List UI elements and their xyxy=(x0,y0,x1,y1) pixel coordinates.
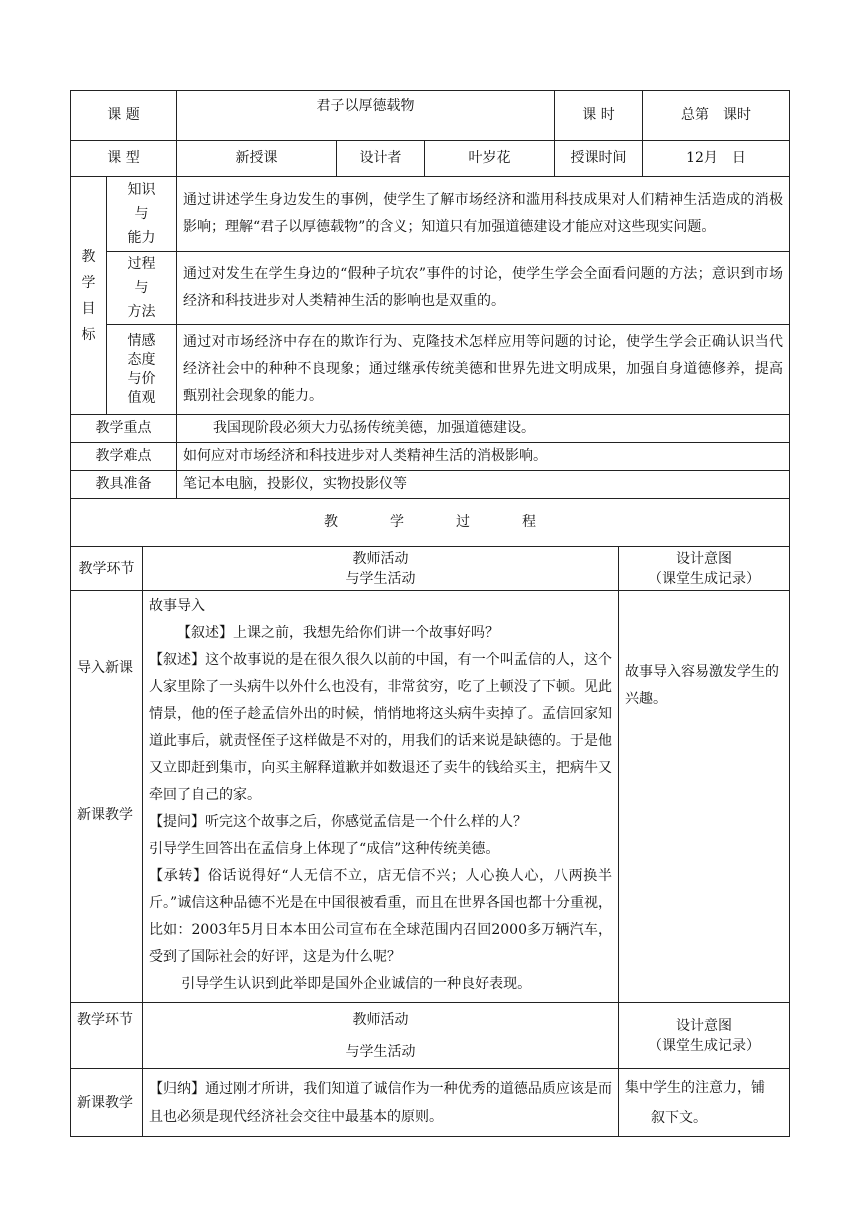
col-intent-header: 设计意图 （课堂生成记录） xyxy=(619,547,790,591)
difficulty-text: 如何应对市场经济和科技进步对人类精神生活的消极影响。 xyxy=(177,443,790,471)
objective-text-knowledge: 通过讲述学生身边发生的事例，使学生了解市场经济和滥用科技成果对人们精神生活造成的消极影响；理解“君子以厚德载物”的含义；知道只有加强道德建设才能应对这些现实问题。 xyxy=(177,177,790,252)
intent-header-repeat: 设计意图 （课堂生成记录） xyxy=(619,1003,790,1069)
process-title: 教 学 过 程 xyxy=(71,499,790,547)
designer-label: 设计者 xyxy=(337,141,425,177)
col-stage-header: 教学环节 xyxy=(71,547,143,591)
objective-label-knowledge: 知识 与 能力 xyxy=(107,177,177,252)
objective-label-process: 过程 与 方法 xyxy=(107,252,177,325)
stage-intro: 导入新课 xyxy=(77,660,133,676)
activity-line: 引导学生回答出在孟信身上体现了“成信”这种传统美德。 xyxy=(149,841,500,857)
objective-text-process: 通过对发生在学生身边的“假种子坑农”事件的讨论，使学生学会全面看问题的方法；意识到市场经济和科技进步对人类精神生活的影响也是双重的。 xyxy=(177,252,790,325)
activity-cell-1 xyxy=(143,591,619,1003)
activity-line: 【承转】俗话说得好“人无信不立，店无信不兴；人心换人心，八两换半斤。”诚信这种品德不光是在中国很被看重，而且在世界各国也都十分重视，比如：2003年5月日本本田公司宣布在全球范围内召回2000多万辆汽车，受到了国际社会的好评，这是为什么呢？ xyxy=(149,868,612,965)
key-point-text: 我国现阶段必须大力弘扬传统美德，加强道德建设。 xyxy=(177,415,790,443)
stage-new: 新课教学 xyxy=(77,807,133,823)
stage-header-repeat: 教学环节 xyxy=(71,1003,143,1069)
objective-text-emotion: 通过对市场经济中存在的欺诈行为、克隆技术怎样应用等问题的讨论，使学生学会正确认识当代经济社会中的种种不良现象；通过继承传统美德和世界先进文明成果，加强自身道德修养，提高甄别社会现象的能力。 xyxy=(177,325,790,415)
process-table xyxy=(70,546,790,1137)
key-point-label: 教学重点 xyxy=(71,415,177,443)
date-label: 授课时间 xyxy=(555,141,643,177)
objectives-section-label: 教 学 目 标 xyxy=(71,177,107,415)
header-table xyxy=(70,90,790,547)
tools-label: 教具准备 xyxy=(71,471,177,499)
activity-line: 【提问】听完这个故事之后，你感觉孟信是一个什么样的人？ xyxy=(149,814,527,830)
activity-line: 引导学生认识到此举即是国外企业诚信的一种良好表现。 xyxy=(181,976,532,992)
date-value: 12月 日 xyxy=(643,141,790,177)
activity-header-repeat: 教师活动 与学生活动 xyxy=(143,1003,619,1069)
objective-label-emotion: 情感 态度 与价 值观 xyxy=(107,325,177,415)
topic-label: 课 题 xyxy=(71,91,177,141)
activity-line: 【叙述】这个故事说的是在很久很久以前的中国，有一个叫孟信的人，这个人家里除了一头病牛以外什么也没有，非常贫穷，吃了上顿没了下顿。见此情景，他的侄子趁孟信外出的时候，悄悄地将这头病牛卖掉了。孟信回家知道此事后，就责怪侄子这样做是不对的，用我们的话来说是缺德的。于是他又立即赶到集市，向买主解释道歉并如数退还了卖牛的钱给买主，把病牛又牵回了自己的家。 xyxy=(149,652,612,803)
difficulty-label: 教学难点 xyxy=(71,443,177,471)
col-activity-header: 教师活动 与学生活动 xyxy=(143,547,619,591)
topic-value: 君子以厚德载物 xyxy=(177,91,555,141)
activity-line: 故事导入 xyxy=(149,598,205,614)
intent-cell-1: 故事导入容易激发学生的兴趣。 xyxy=(619,591,790,1003)
lesson-plan xyxy=(70,90,789,1137)
designer-value: 叶岁花 xyxy=(425,141,555,177)
period-value: 总第 课时 xyxy=(643,91,790,141)
activity-line: 【叙述】上课之前，我想先给你们讲一个故事好吗？ xyxy=(177,625,499,641)
stage-cell-1 xyxy=(71,591,143,1003)
stage-cell-2: 新课教学 xyxy=(71,1069,143,1137)
period-label: 课 时 xyxy=(555,91,643,141)
intent-cell-2: 集中学生的注意力，铺 叙下文。 xyxy=(619,1069,790,1137)
tools-text: 笔记本电脑，投影仪，实物投影仪等 xyxy=(177,471,790,499)
type-value: 新授课 xyxy=(177,141,337,177)
activity-cell-2: 【归纳】通过刚才所讲，我们知道了诚信作为一种优秀的道德品质应该是而且也必须是现代经济社会交往中最基本的原则。 xyxy=(143,1069,619,1137)
type-label: 课 型 xyxy=(71,141,177,177)
